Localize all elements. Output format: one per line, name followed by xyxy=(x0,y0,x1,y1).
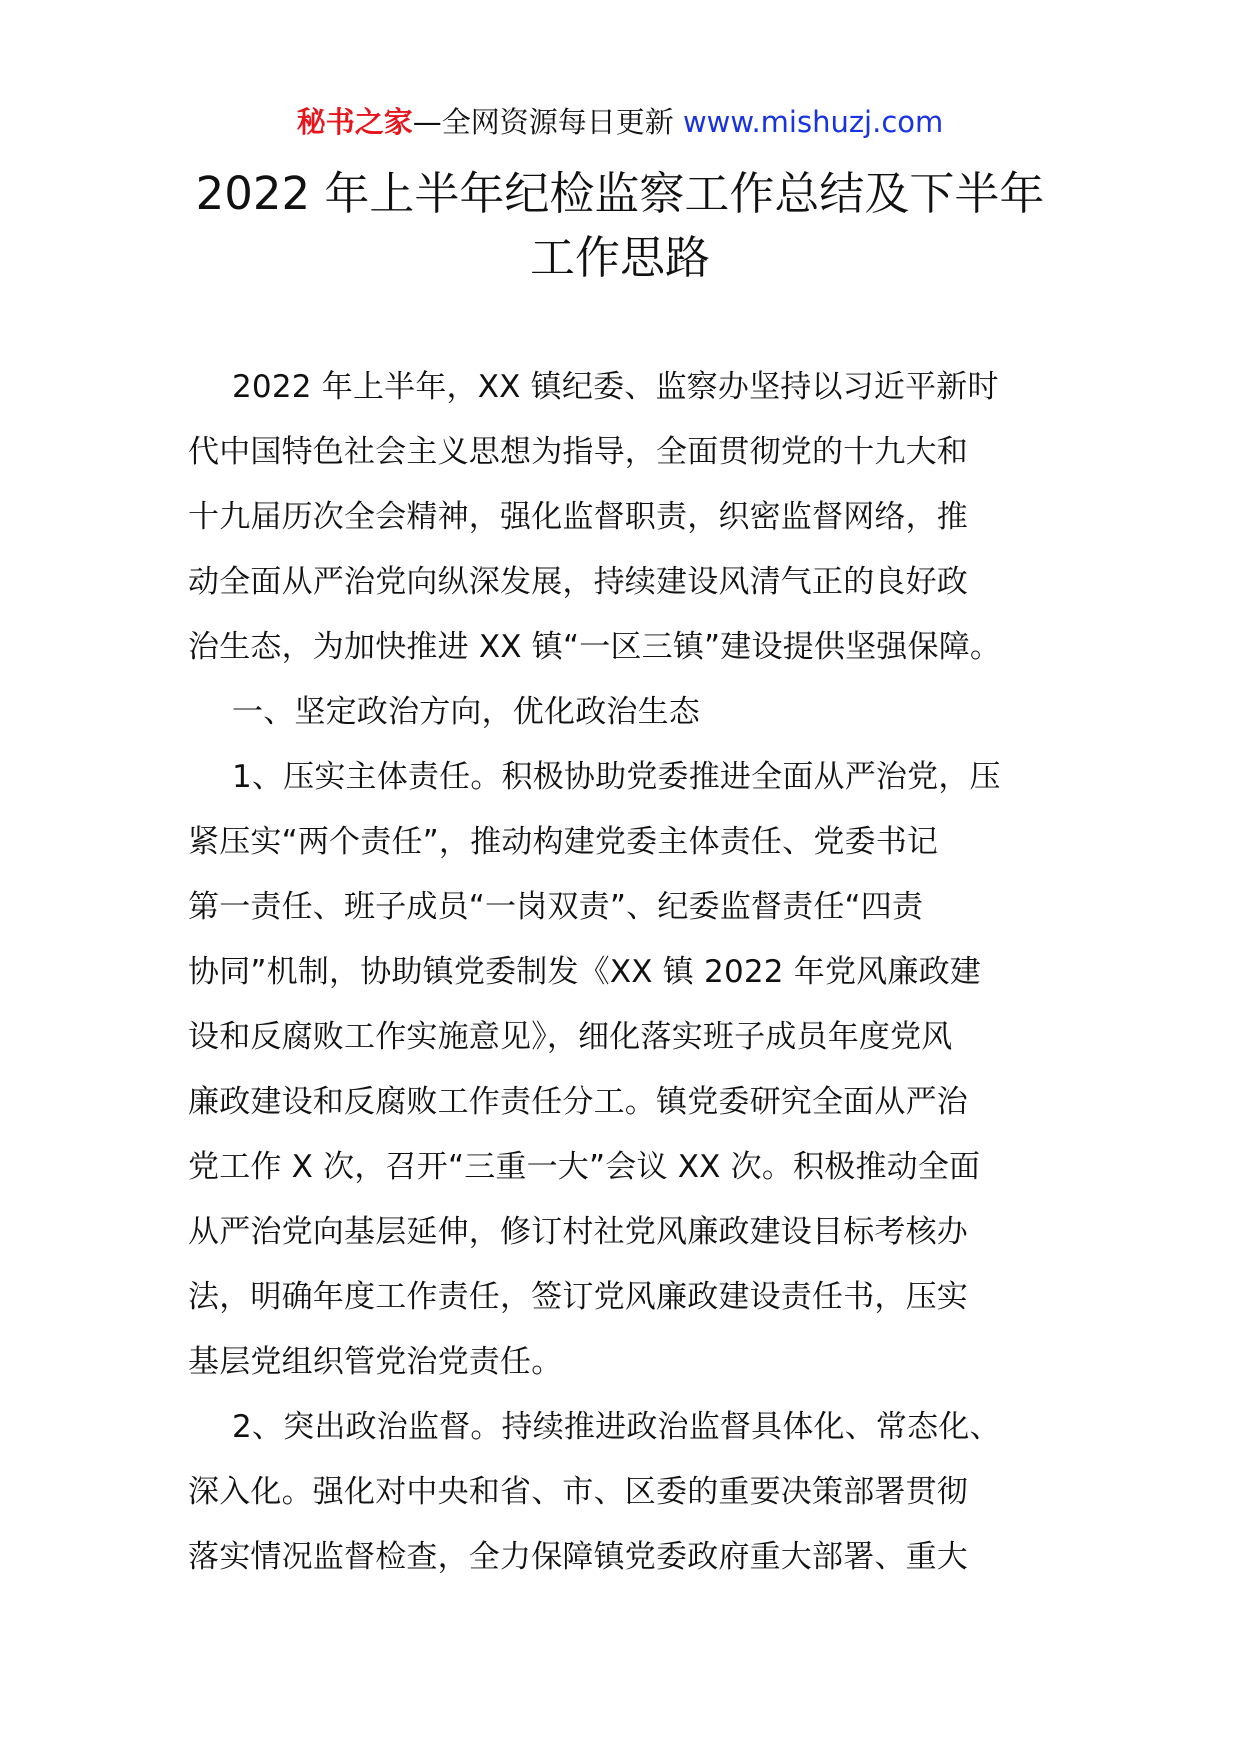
paragraph-item-1-line: 协同”机制，协助镇党委制发《XX 镇 2022 年党风廉政建 xyxy=(188,954,981,990)
paragraph-intro-line: 2022 年上半年，XX 镇纪委、监察办坚持以习近平新时 xyxy=(232,369,999,405)
paragraph-item-1-line: 法，明确年度工作责任，签订党风廉政建设责任书，压实 xyxy=(188,1279,968,1315)
document-body xyxy=(188,355,1068,1590)
paragraph-intro-line: 动全面从严治党向纵深发展，持续建设风清气正的良好政 xyxy=(188,564,968,600)
paragraph-item-2-line: 2、突出政治监督。持续推进政治监督具体化、常态化、 xyxy=(232,1409,1001,1445)
paragraph-item-2-line: 深入化。强化对中央和省、市、区委的重要决策部署贯彻 xyxy=(188,1474,968,1510)
paragraph-intro-line: 十九届历次全会精神，强化监督职责，织密监督网络，推 xyxy=(188,499,968,535)
paragraph-item-1-line: 党工作 X 次，召开“三重一大”会议 XX 次。积极推动全面 xyxy=(188,1149,981,1185)
document-title xyxy=(100,162,1140,290)
header-slogan: —全网资源每日更新 xyxy=(412,105,683,139)
paragraph-item-1-line: 基层党组织管党治党责任。 xyxy=(188,1344,563,1380)
brand-name: 秘书之家 xyxy=(296,105,413,139)
site-header xyxy=(0,100,1240,144)
paragraph-item-1-line: 第一责任、班子成员“一岗双责”、纪委监督责任“四责 xyxy=(188,889,924,925)
paragraph-item-1-line: 从严治党向基层延伸，修订村社党风廉政建设目标考核办 xyxy=(188,1214,968,1250)
paragraph-intro-line: 代中国特色社会主义思想为指导，全面贯彻党的十九大和 xyxy=(188,434,968,470)
site-url[interactable]: www.mishuzj.com xyxy=(682,105,944,139)
paragraph-item-1-line: 紧压实“两个责任”，推动构建党委主体责任、党委书记 xyxy=(188,824,939,860)
paragraph-item-1-line: 设和反腐败工作实施意见》，细化落实班子成员年度党风 xyxy=(188,1019,953,1055)
title-line-2: 工作思路 xyxy=(529,231,710,284)
section-heading: 一、坚定政治方向，优化政治生态 xyxy=(232,694,700,730)
paragraph-item-1-line: 1、压实主体责任。积极协助党委推进全面从严治党，压 xyxy=(232,759,1001,795)
paragraph-item-1-line: 廉政建设和反腐败工作责任分工。镇党委研究全面从严治 xyxy=(188,1084,968,1120)
title-line-1: 2022 年上半年纪检监察工作总结及下半年 xyxy=(195,167,1045,220)
paragraph-intro-line: 治生态，为加快推进 XX 镇“一区三镇”建设提供坚强保障。 xyxy=(188,629,1002,665)
paragraph-item-2-line: 落实情况监督检查，全力保障镇党委政府重大部署、重大 xyxy=(188,1539,968,1575)
